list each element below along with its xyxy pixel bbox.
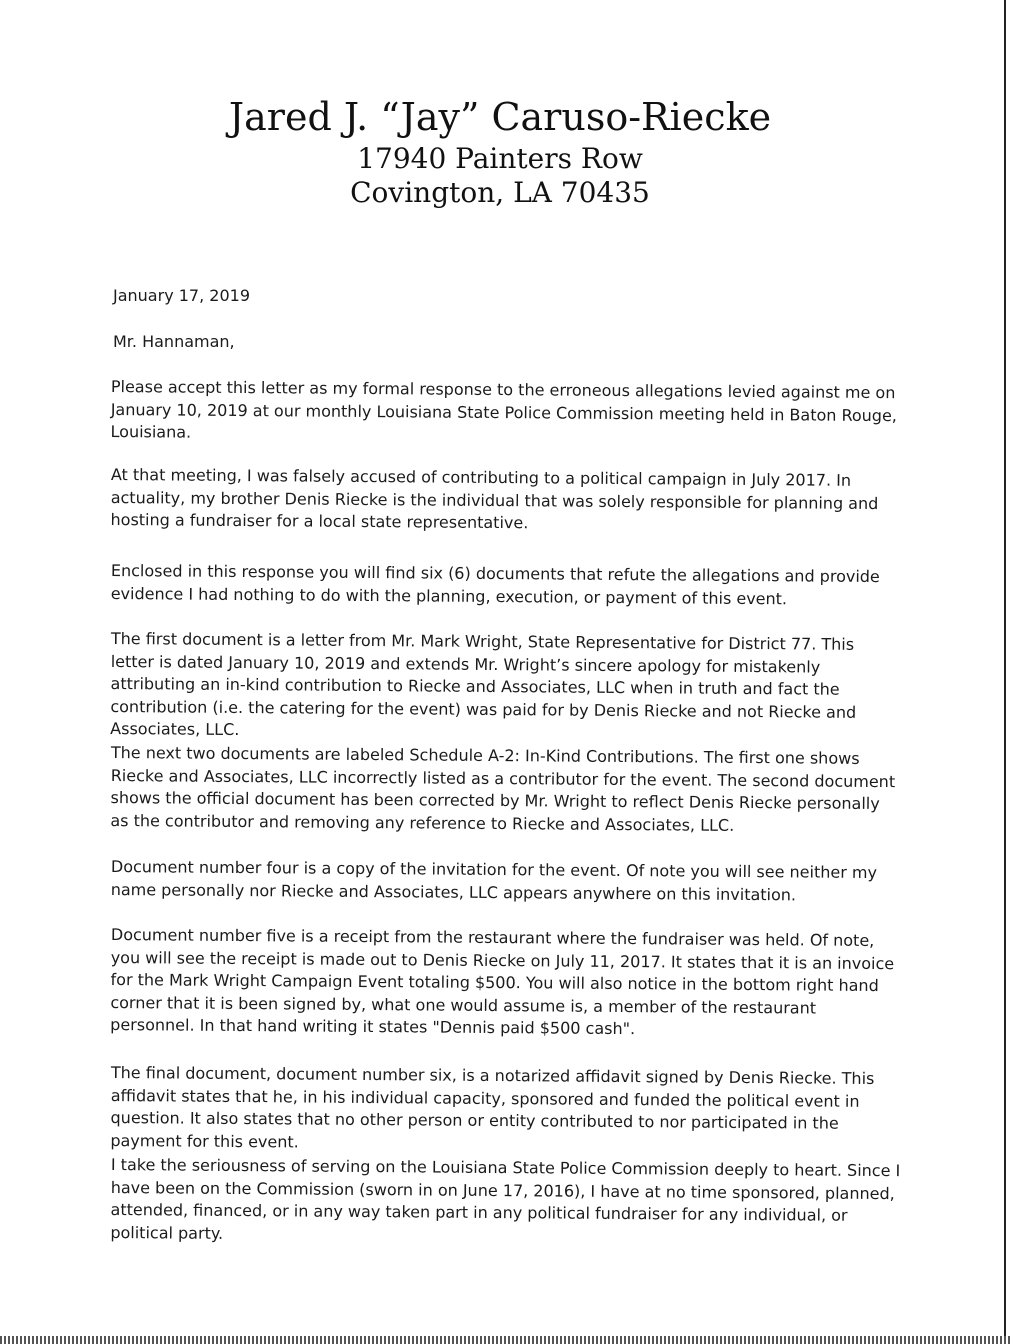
sender-street: 17940 Painters Row <box>357 142 643 175</box>
paragraph-document-four: Document number four is a copy of the invitation for the event. Of note you will see neither my name personally nor Riecke and Associates, LLC appears anywhere on this invitation. <box>110 856 878 904</box>
paragraph-first-document: The first document is a letter from Mr. Mark Wright, State Representative for District 77. This letter is dated January 10, 2019 and extends Mr. Wright’s sincere apology for mistakenly attributing an in-kind contribution to Riecke and Associates, LLC when in truth and fact the contribution (i.e. the catering for the event) was paid for by Denis Riecke and not Riecke and Associates, LLC. <box>110 628 857 740</box>
paragraph-enclosed: Enclosed in this response you will find six (6) documents that refute the allegations and provide evidence I had nothing to do with the planning, execution, or payment of this event. <box>110 560 880 608</box>
paragraph-schedule-documents: The next two documents are labeled Schedule A-2: In-Kind Contributions. The first one shows Riecke and Associates, LLC incorrectly listed as a contributor for the event. The second document shows the official document has been corrected by Mr. Wright to reflect Denis Riecke personally as the contributor and removing any reference to Riecke and Associates, LLC. <box>110 742 896 835</box>
paragraph-response: Please accept this letter as my formal response to the erroneous allegations levied against me on January 10, 2019 at our monthly Louisiana State Police Commission meeting held in Baton Rouge, Louisiana. <box>110 376 898 442</box>
salutation: Mr. Hannaman, <box>113 332 235 351</box>
paragraph-document-six: The final document, document number six, is a notarized affidavit signed by Denis Riecke. This affidavit states that he, in his individual capacity, sponsored and funded the political event in question. It also states that no other person or entity contributed to nor participated in the payment for this event. <box>110 1063 875 1151</box>
scan-edge-right <box>1004 0 1006 1344</box>
sender-city: Covington, LA 70435 <box>350 176 650 209</box>
paragraph-commitment: I take the seriousness of serving on the Louisiana State Police Commission deeply to heart. Since I have been on the Commission (sworn in on June 17, 2016), I have at no time sponsored, planned, attended, financed, or in any way taken part in any political fundraiser for any individual, or political party. <box>110 1155 901 1243</box>
paragraph-document-five: Document number five is a receipt from the restaurant where the fundraiser was held. Of note, you will see the receipt is made out to Denis Riecke on July 11, 2017. It states that it is an invoice for the Mark Wright Campaign Event totaling $500. You will also notice in the bottom right hand corner that it is been signed by, what one would assume is, a member of the restaurant personnel. In that hand writing it states "Dennis paid $500 cash". <box>110 924 895 1039</box>
sender-name: Jared J. “Jay” Caruso-Riecke <box>228 95 772 139</box>
letterhead <box>0 92 1000 210</box>
scan-edge-bottom <box>0 1336 1012 1344</box>
letter-date: January 17, 2019 <box>113 286 250 305</box>
paragraph-accusation: At that meeting, I was falsely accused of contributing to a political campaign in July 2017. In actuality, my brother Denis Riecke is the individual that was solely responsible for planning and hosting a fundraiser for a local state representative. <box>110 464 879 533</box>
